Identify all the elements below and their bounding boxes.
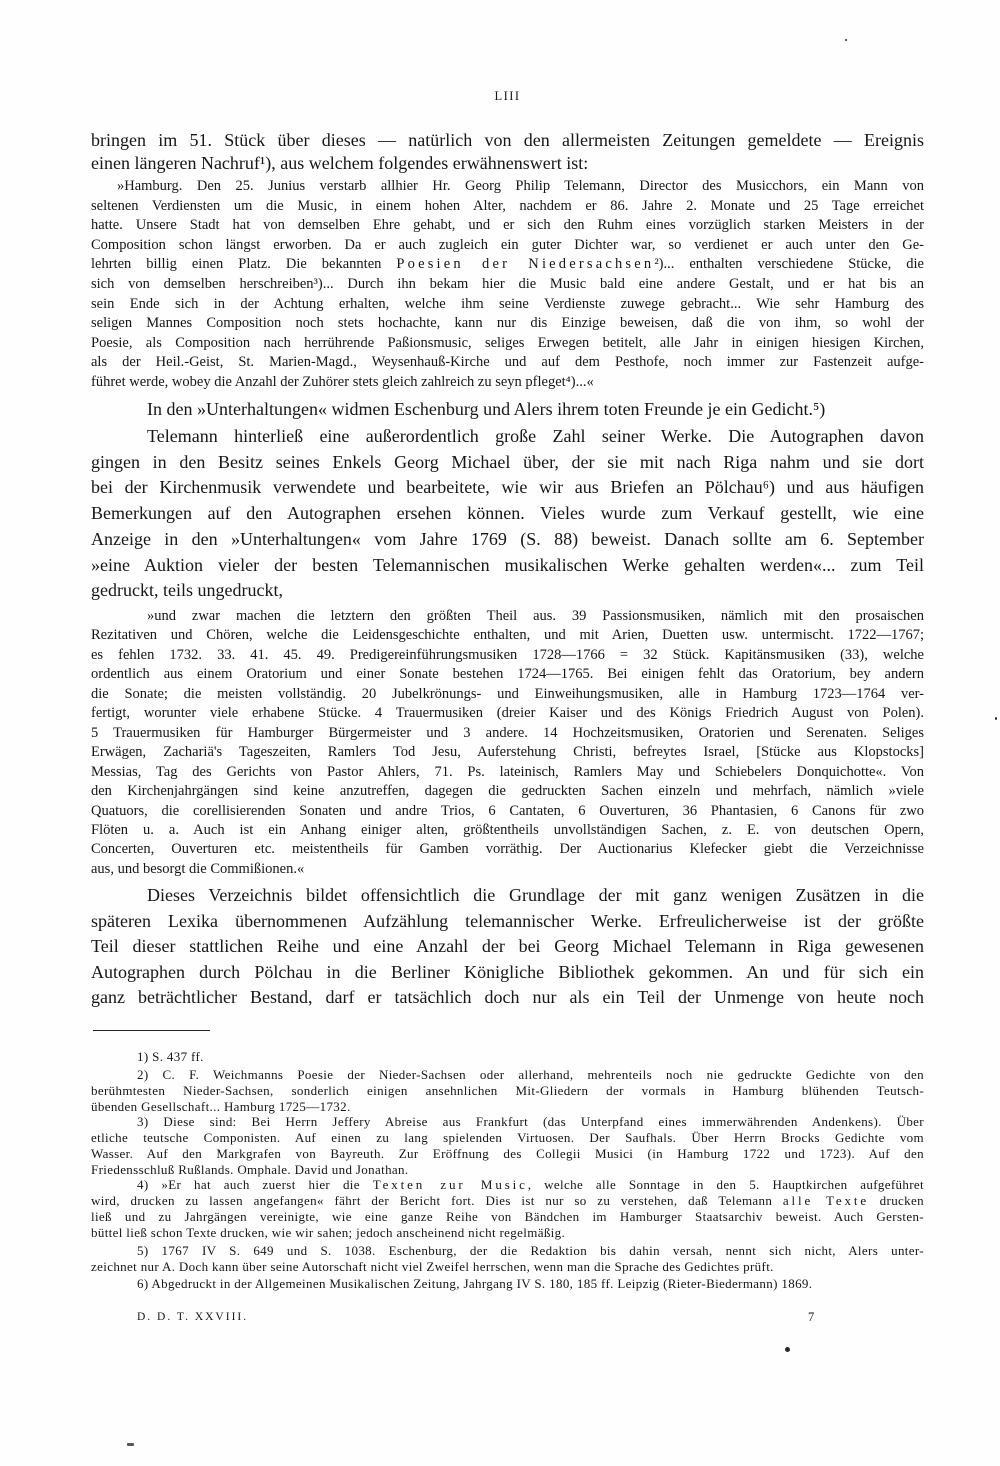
paragraph [91, 129, 924, 175]
text-run: ²)... enthalten verschiedene Stücke, die [654, 256, 924, 273]
text-line: sein Ende sich in der Achtung erhalten, welche ihm seine Verdienste zuwege gebracht... Wie sehr Hamburg des [91, 295, 924, 312]
footer-page-number: 7 [808, 1310, 815, 1324]
text-line: sich von demselben herschreiben³)... Durch ihn bekam hier die Music bald eine andere Gestalt, und er hat bis an [91, 275, 924, 292]
text-line: Autographen durch Pölchau in die Berliner Königliche Bibliothek gekommen. An und für sich ein [91, 961, 924, 982]
text-line: 3) Diese sind: Bei Herrn Jeffery Abreise aus Frankfurt (das Unterpfand eines immerwährenden Andenkens). Über [137, 1114, 924, 1129]
text-line: Wasser. Auf den Markgrafen von Bayreuth. Zur Eröffnung des Collegii Musici (in Hamburg 1722 und 1723). Auf den [91, 1145, 924, 1161]
text-line: etliche teutsche Componisten. Auf einen zu lang spielenden Virtuosen. Der Saufhals. Über Herrn Brocks Gedichte vom [91, 1129, 924, 1145]
text-line: berühmtesten Nieder-Sachsen, sonderlich einigen ansehnlichen Mit-Gliedern der vormals in Hamburg blühenden Teutsch- [91, 1082, 924, 1098]
text-line: bei der Kirchenmusik verwendete und bearbeitete, wie wir aus Briefen an Pölchau⁶) und aus häufigen [91, 477, 924, 498]
paragraph [91, 424, 924, 604]
text-line: Messias, Tag des Gerichts von Pastor Ahlers, 71. Ps. lateinisch, Ramlers May und Schiebelers Donquichotte«. Von [91, 763, 924, 780]
text-run: 4) »Er hat auch zuerst hier die [137, 1177, 373, 1192]
footnote [91, 1177, 924, 1241]
text-line: späteren Lexika übernommenen Aufzählung telemannischer Werke. Erfreulicherweise ist der größte [91, 910, 924, 931]
text-line: seligen Mannes Composition noch stets hochachte, kann nur dis Einzige beweisen, daß die von ihm, so wohl der [91, 315, 924, 332]
text-line: 5) 1767 IV S. 649 und S. 1038. Eschenburg, der die Redaktion bis dahin versah, nennt sich nicht, Alers unter- [137, 1243, 924, 1258]
scan-speck [995, 717, 997, 720]
footnote [91, 1243, 924, 1275]
text-line: »eine Auktion vieler der besten Telemannischen musikalischen Werke gehalten werden«... zum Teil [91, 554, 924, 575]
text-line: als der Heil.-Geist, St. Marien-Magd., Weysenhauß-Kirche und auf dem Pesthofe, noch immer zur Fastenzeit aufge- [91, 354, 924, 371]
spaced-text: alle Texte [782, 1192, 870, 1208]
block-quote [91, 607, 924, 879]
scan-speck [785, 1347, 790, 1352]
text-line: »und zwar machen die letztern den größten Theil aus. 39 Passionsmusiken, nämlich mit den prosaischen [147, 608, 924, 624]
text-line: Friedensschluß Rußlands. Omphale. David und Jonathan. [91, 1161, 409, 1177]
spaced-text: Texten zur Music [372, 1177, 528, 1192]
text-line: die Sonate; die meisten vollständig. 20 Jubelkrönungs- und Einweihungsmusiken, alle in Hamburg 1723—1764 ver- [91, 685, 924, 702]
block-quote [91, 177, 924, 393]
text-line: »Hamburg. Den 25. Junius verstarb allhier Hr. Georg Philip Telemann, Director des Musicchors, ein Mann von [117, 178, 924, 194]
text-line: gedruckt, teils ungedruckt, [91, 580, 283, 601]
footnote [91, 1114, 924, 1178]
text-line: Teil dieser stattlichen Reihe und eine Anzahl der bei Georg Michael Telemann in Riga gewesenen [91, 936, 924, 956]
scan-speck [845, 39, 847, 41]
scan-speck [127, 1443, 134, 1446]
footnote [91, 1049, 924, 1065]
spaced-text: Poesien der Niedersachsen [396, 256, 655, 273]
text-line: Bemerkungen auf den Autographen ersehen können. Vieles wurde zum Verkauf gestellt, wie eine [91, 503, 924, 524]
text-line: Quatuors, die corellisierenden Sonaten und andre Trios, 6 Cantaten, 6 Ouverturen, 36 Phantasien, 6 Canons für zwo [91, 802, 924, 819]
text-line: Erwägen, Zachariä's Tageszeiten, Ramlers Tod Jesu, Auferstehung Christi, befreytes Israel, [Stücke aus Klopstocks] [91, 744, 924, 761]
footnote [91, 1276, 924, 1292]
text-run: wird, drucken zu lassen angefangen« fährt der Bericht fort. Dies ist nur so zu verstehen, daß Telemann [91, 1192, 783, 1208]
text-line [91, 255, 924, 275]
text-line: Flöten u. a. Auch ist ein Anhang einiger alten, größtentheils unvollständigen Sachen, z. E. von deutschen Opern, [91, 821, 924, 838]
text-run: drucken [869, 1192, 924, 1208]
text-line: ordentlich aus einem Oratorium und einer Sonate bestehen 1724—1765. Bei einigen fehlt das Oratorium, bey andern [91, 666, 924, 683]
text-line: Concerten, Ouverturen etc. meistentheils für Gamben vorräthig. Der Auctionarius Klefecker giebt die Verzeichnisse [91, 841, 924, 858]
text-line [91, 1177, 924, 1193]
footnote-rule [93, 1030, 210, 1031]
page-header-number: LIII [494, 89, 521, 103]
text-line: ließ und zu Jahrgängen vereinigte, wie eine ganze Reihe von Bändchen im Hamburger Staatsarchiv beweist. Auch Gersten- [91, 1208, 924, 1224]
text-line: Poesie, als Composition nach herrührende Paßionsmusic, seliges Erwegen betitelt, alle Jahr in einigen hiesigen Kirchen, [91, 334, 924, 351]
text-line: Composition schon längst erworben. Da er auch zugleich ein guter Dichter war, so verdienet er auch unter den Ge- [91, 236, 924, 253]
text-line: führet werde, wobey die Anzahl der Zuhörer stets gleich zahlreich zu seyn pfleget⁴)...« [91, 373, 594, 390]
text-run: lehrten billig einen Platz. Die bekannten [91, 256, 397, 273]
text-line: aus, und besorgt die Commißionen.« [91, 860, 305, 877]
text-line: Dieses Verzeichnis bildet offensichtlich die Grundlage der mit ganz wenigen Zusätzen in die [147, 885, 924, 905]
text-line: 1) S. 437 ff. [137, 1049, 204, 1064]
text-line: einen längeren Nachruf¹), aus welchem folgendes erwähnenswert ist: [91, 153, 589, 173]
text-line: 2) C. F. Weichmanns Poesie der Nieder-Sachsen oder allerhand, mehrenteils noch nie gedruckte Gedichte von den [137, 1067, 924, 1082]
text-line: 5 Trauermusiken für Hamburger Bürgermeister und 3 andere. 14 Hochzeitsmusiken, Oratorien und Serenaten. Seliges [91, 724, 924, 741]
paragraph [91, 883, 924, 1011]
text-line: übenden Gesellschaft... Hamburg 1725—1732. [91, 1098, 351, 1114]
text-line: büttel ließ schon Texte drucken, wie wir sahen; jedoch anscheinend nicht regelmäßig. [91, 1224, 566, 1240]
text-line: es fehlen 1732. 33. 41. 45. 49. Predigereinführungsmusiken 1728—1766 = 32 Stück. Kapitänsmusiken (33), welche [91, 646, 924, 663]
text-line: Anzeige in den »Unterhaltungen« vom Jahre 1769 (S. 88) beweist. Danach sollte am 6. September [91, 528, 924, 549]
text-line: seltenen Verdiensten um die Music, in einem hohen Alter, nachdem er 86. Jahre 2. Monate und 25 Tage erreichet [91, 197, 924, 214]
text-run: , welche alle Sonntage in den 5. Hauptkirchen aufgeführet [527, 1177, 925, 1192]
text-line: den Kirchenjahrgängen sind keine anzutreffen, dagegen die gedruckten Sachen einzeln und mehrfach, nämlich »viele [91, 783, 924, 800]
text-line: 6) Abgedruckt in der Allgemeinen Musikalischen Zeitung, Jahrgang IV S. 180, 185 ff. Leipzig (Rieter-Biedermann) 1869. [137, 1276, 813, 1291]
text-line: hatte. Unsere Stadt hat von demselben Ehre gehabt, und er sich den Ruhm eines vorzüglich starken Meisters in der [91, 217, 924, 234]
text-line: In den »Unterhaltungen« widmen Eschenburg und Alers ihrem toten Freunde je ein Gedicht.⁵) [147, 399, 826, 419]
text-line: Telemann hinterließ eine außerordentlich große Zahl seiner Werke. Die Autographen davon [147, 426, 924, 446]
text-line: Rezitativen und Chören, welche die Leidensgeschichte enthalten, und mit Arien, Duetten usw. untermischt. 1722—1767; [91, 627, 924, 644]
text-line: zeichnet nur A. Doch kann über seine Autorschaft nicht viel Zweifel herrschen, wenn man die Sprache des Gedichtes prüft. [91, 1258, 774, 1274]
text-line: ganz beträchtlicher Bestand, darf er tatsächlich doch nur als ein Teil der Unmenge von heute noch [91, 987, 924, 1007]
footer-signature: D. D. T. XXVIII. [137, 1311, 249, 1323]
footnote [91, 1067, 924, 1115]
paragraph [91, 397, 924, 423]
text-line [91, 1193, 924, 1209]
text-line: gingen in den Besitz seines Enkels Georg Michael über, der sie mit nach Riga nahm und sie dort [91, 451, 924, 472]
text-line: fertigt, worunter viele erhabene Stücke. 4 Trauermusiken (dreier Kaiser und des Königs Friedrich August von Polen). [91, 705, 924, 722]
text-line: bringen im 51. Stück über dieses — natürlich von den allermeisten Zeitungen gemeldete — Ereignis [91, 130, 924, 150]
